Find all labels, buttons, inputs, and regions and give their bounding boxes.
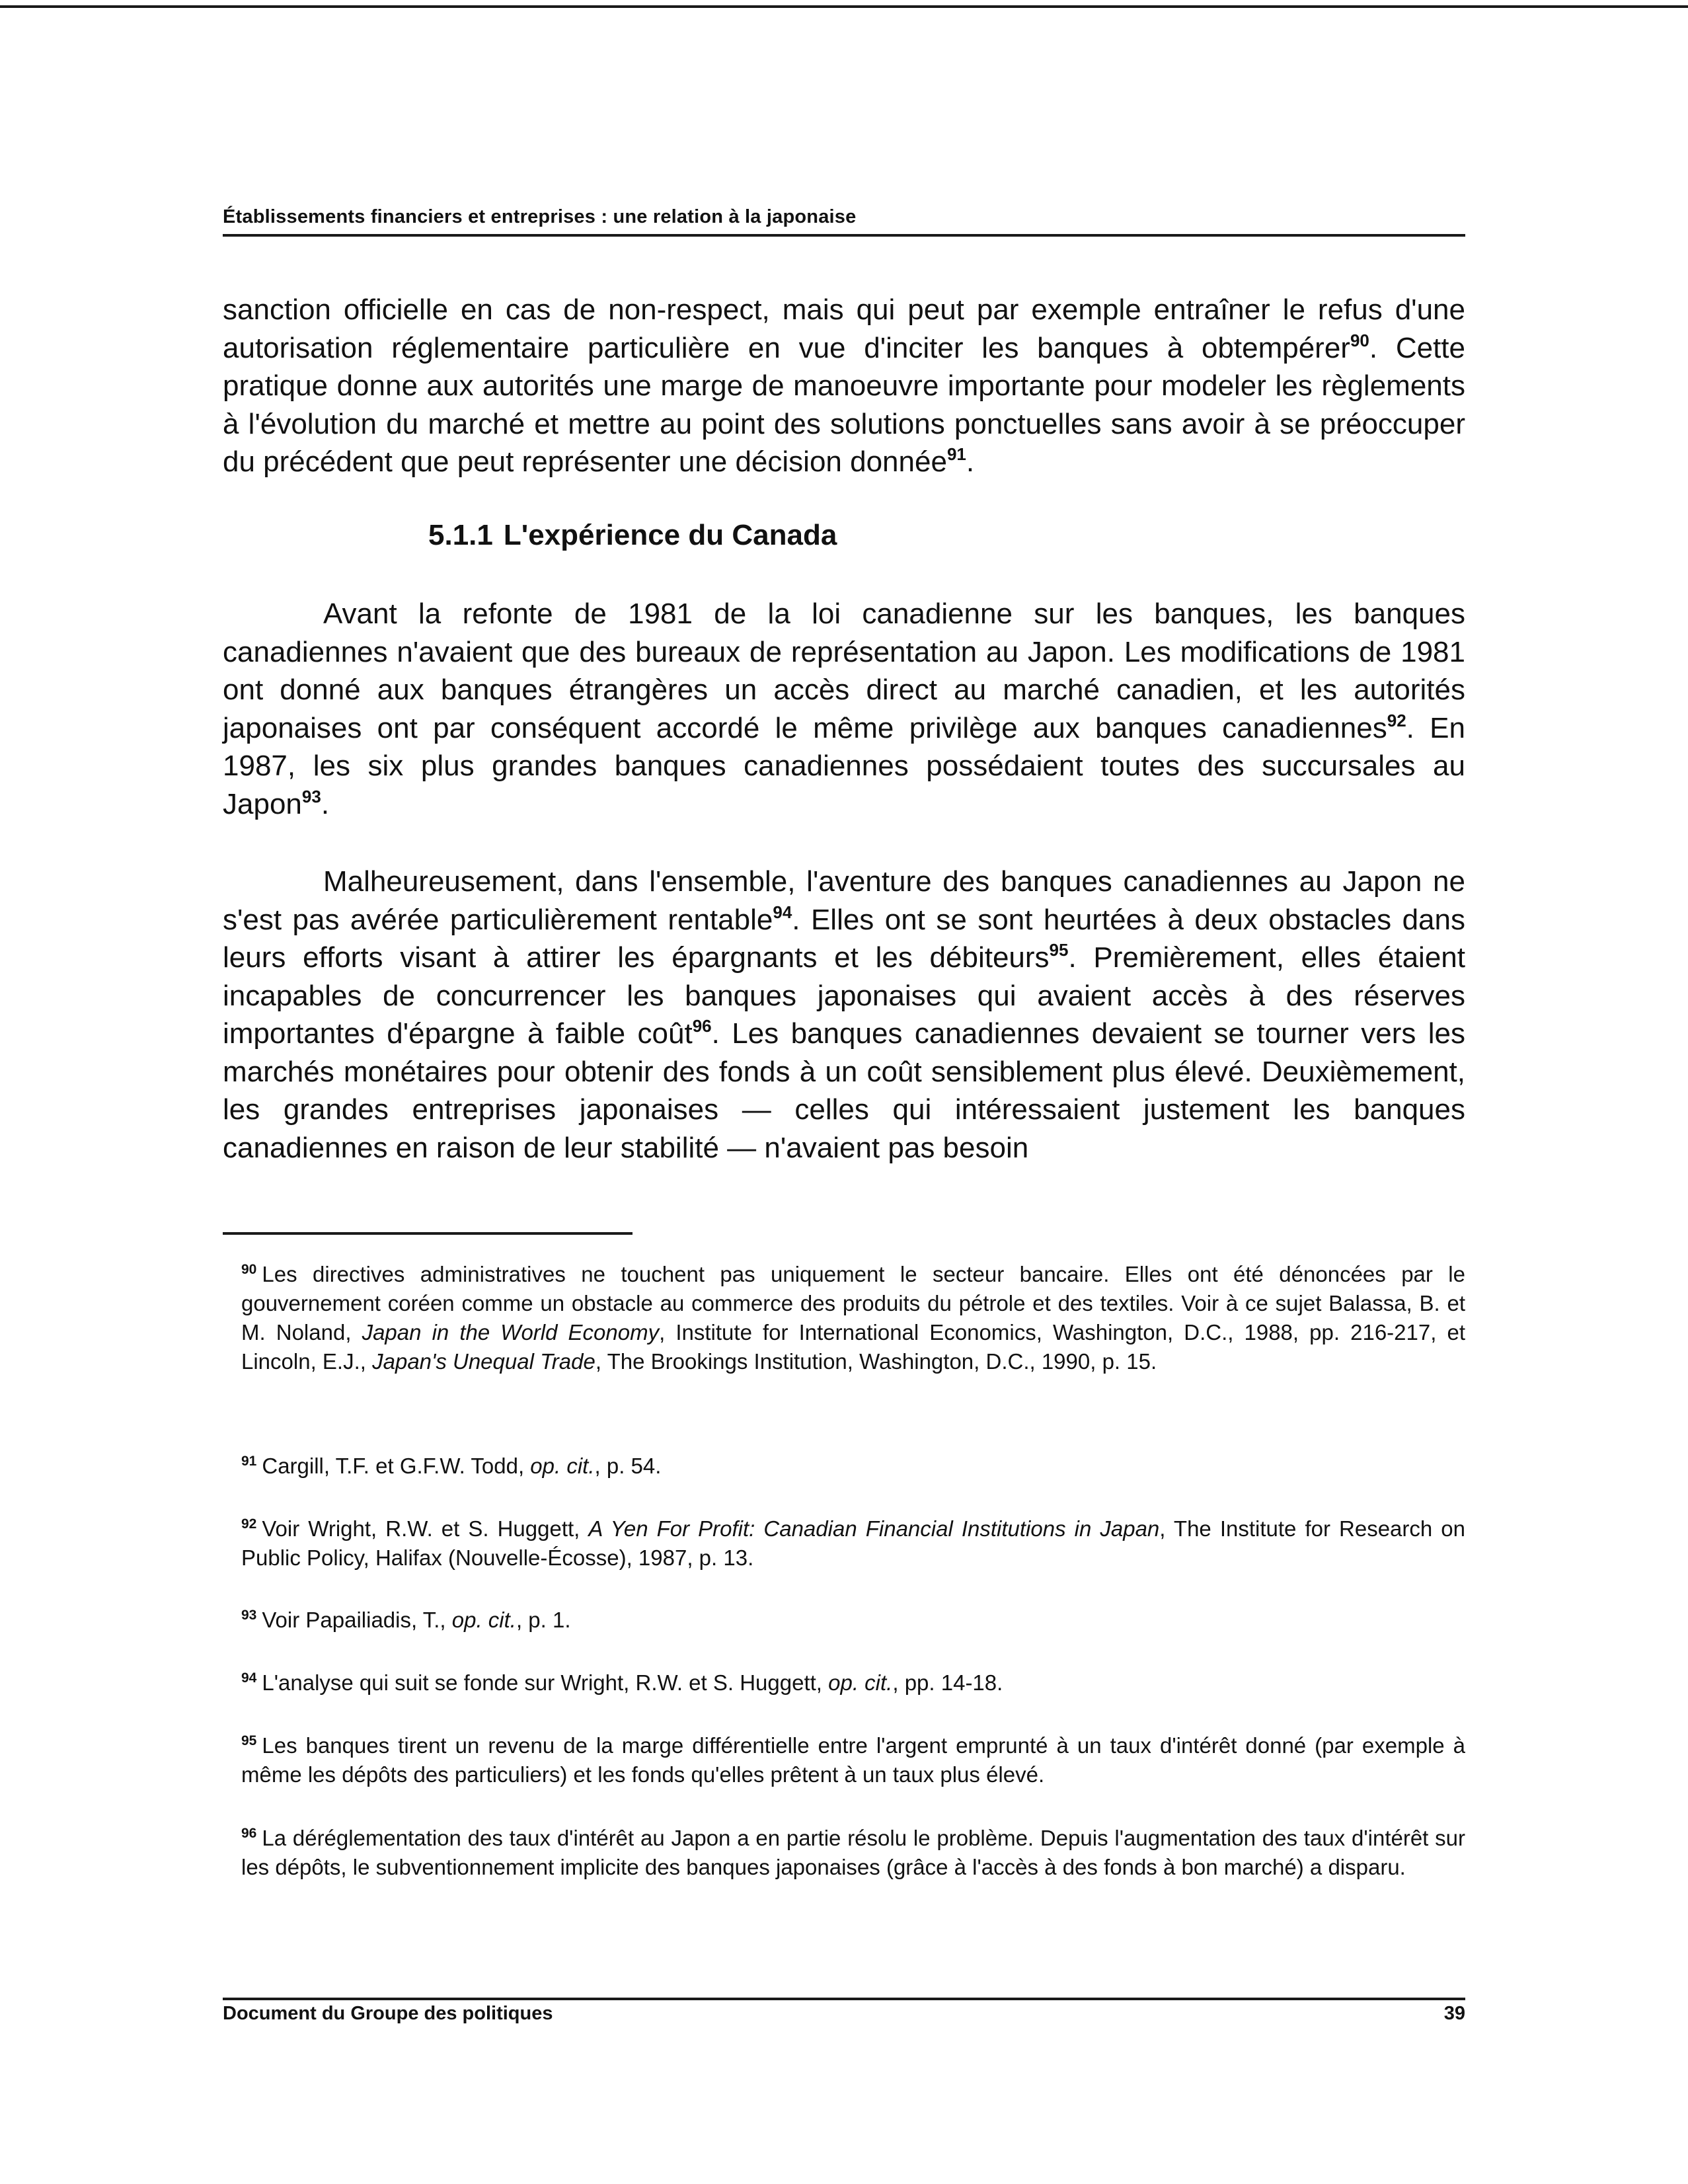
para1-text-c: .	[966, 446, 975, 478]
book-title: A Yen For Profit: Canadian Financial Institutions in Japan	[588, 1516, 1160, 1541]
section-heading	[428, 519, 837, 552]
footnote-text: L'analyse qui suit se fonde sur Wright, R.W. et S. Huggett,	[262, 1670, 829, 1695]
para3-text-d: . Les banques canadiennes devaient se tourner vers les marchés monétaires pour obtenir des fonds à un coût sensiblement plus élevé. Deuxièmement, les grandes entreprises japonaises — celles qui intéressaient justement les banques canadiennes en raison de leur stabilité — n'avaient pas besoin	[223, 1017, 1466, 1164]
page-number: 39	[1443, 2003, 1465, 2024]
para2-text-b: . En 1987, les six plus grandes banques canadiennes possédaient toutes des succursales au Japon	[223, 711, 1465, 820]
para3-text-b: . Elles ont se sont heurtées à deux obstacles dans leurs efforts visant à attirer les épargnants et les débiteurs	[223, 903, 1466, 974]
footnote-text: Les banques tirent un revenu de la marge différentielle entre l'argent emprunté à un taux d'intérêt donné (par exemple à même les dépôts des particuliers) et les fonds qu'elles prêtent à un taux plus élevé.	[241, 1733, 1465, 1787]
para2-text-a: Avant la refonte de 1981 de la loi canadienne sur les banques, les banques canadiennes n'avaient que des bureaux de représentation au Japon. Les modifications de 1981 ont donné aux banques étrangères un accès direct au marché canadien, et les autorités japonaises ont par conséquent accordé le même privilège aux banques canadiennes	[223, 598, 1465, 744]
footnote-ref-93[interactable]: 93	[301, 786, 321, 806]
citation-abbrev: op. cit.	[451, 1608, 516, 1632]
footnote-ref-92[interactable]: 92	[1387, 710, 1406, 730]
footnote-number: 90	[241, 1262, 257, 1277]
footnote-text: , pp. 14-18.	[892, 1670, 1003, 1695]
footnote-96	[223, 1824, 1465, 1882]
footnote-90	[223, 1260, 1465, 1376]
footnote-text: , Institute for International Economics, Washington, D.C., 1988, pp. 216-217, et Lincoln, E.J.,	[241, 1320, 1465, 1374]
footnote-text: Cargill, T.F. et G.F.W. Todd,	[262, 1454, 531, 1478]
body-paragraph-2	[223, 595, 1465, 823]
citation-abbrev: op. cit.	[828, 1670, 893, 1695]
footnote-text: , p. 1.	[516, 1608, 571, 1632]
footnote-number: 93	[241, 1608, 257, 1623]
footnote-text: Voir Wright, R.W. et S. Huggett,	[262, 1516, 589, 1541]
book-title: Japan's Unequal Trade	[372, 1349, 595, 1374]
para3-text-a: Malheureusement, dans l'ensemble, l'aventure des banques canadiennes au Japon ne s'est pas avérée particulièrement rentable	[223, 865, 1465, 936]
footnote-ref-90[interactable]: 90	[1350, 330, 1369, 350]
footer-publication: Document du Groupe des politiques	[223, 2003, 553, 2024]
footnote-95	[223, 1731, 1465, 1789]
body-paragraph-1	[223, 291, 1465, 481]
footnote-number: 91	[241, 1454, 257, 1469]
footnote-text: Les directives administratives ne touchent pas uniquement le secteur bancaire. Elles ont été dénoncées par le gouvernement coréen comme un obstacle au commerce des produits du pétrole et des textiles. Voir à ce sujet Balassa, B. et M. Noland,	[241, 1262, 1465, 1345]
footnote-ref-96[interactable]: 96	[692, 1016, 712, 1036]
footnote-number: 92	[241, 1516, 257, 1532]
footnote-text: Voir Papailiadis, T.,	[262, 1608, 452, 1632]
running-head: Établissements financiers et entreprises : une relation à la japonaise	[223, 206, 857, 227]
footnote-ref-94[interactable]: 94	[773, 902, 792, 922]
para1-text-b: . Cette pratique donne aux autorités une marge de manoeuvre importante pour modeler les règlements à l'évolution du marché et mettre au point des solutions ponctuelles sans avoir à se préoccuper du précédent que peut représenter une décision donnée	[223, 331, 1465, 478]
footnote-text: , The Brookings Institution, Washington, D.C., 1990, p. 15.	[595, 1349, 1157, 1374]
footnote-separator	[223, 1232, 633, 1235]
footnote-91	[223, 1452, 1465, 1481]
footnote-93	[223, 1606, 1465, 1635]
header-rule	[223, 234, 1465, 237]
footnote-number: 95	[241, 1733, 257, 1748]
book-title: Japan in the World Economy	[362, 1320, 660, 1345]
footnote-number: 96	[241, 1826, 257, 1841]
para3-text-c: . Premièrement, elles étaient incapables de concurrencer les banques japonaises qui avaient accès à des réserves importantes d'épargne à faible coût	[223, 941, 1465, 1050]
scan-top-border	[0, 5, 1688, 8]
para2-text-c: .	[321, 787, 330, 820]
footnote-ref-95[interactable]: 95	[1049, 940, 1069, 960]
citation-abbrev: op. cit.	[530, 1454, 595, 1478]
footnote-92	[223, 1514, 1465, 1573]
footnote-text: La déréglementation des taux d'intérêt au Japon a en partie résolu le problème. Depuis l'augmentation des taux d'intérêt sur les dépôts, le subventionnement implicite des banques japonaises (grâce à l'accès à des fonds à bon marché) a disparu.	[241, 1826, 1465, 1879]
footnote-ref-91[interactable]: 91	[946, 444, 966, 464]
body-paragraph-3	[223, 863, 1465, 1167]
footnote-94	[223, 1668, 1465, 1697]
footnote-number: 94	[241, 1670, 257, 1686]
footer-rule	[223, 1998, 1465, 2000]
section-title: L'expérience du Canada	[503, 519, 837, 551]
section-number: 5.1.1	[428, 519, 493, 551]
para1-text-a: sanction officielle en cas de non-respect, mais qui peut par exemple entraîner le refus d'une autorisation réglementaire particulière en vue d'inciter les banques à obtempérer	[223, 293, 1465, 364]
footnote-text: , p. 54.	[594, 1454, 662, 1478]
footnote-text: , The Institute for Research on Public Policy, Halifax (Nouvelle-Écosse), 1987, p. 13.	[241, 1516, 1466, 1570]
